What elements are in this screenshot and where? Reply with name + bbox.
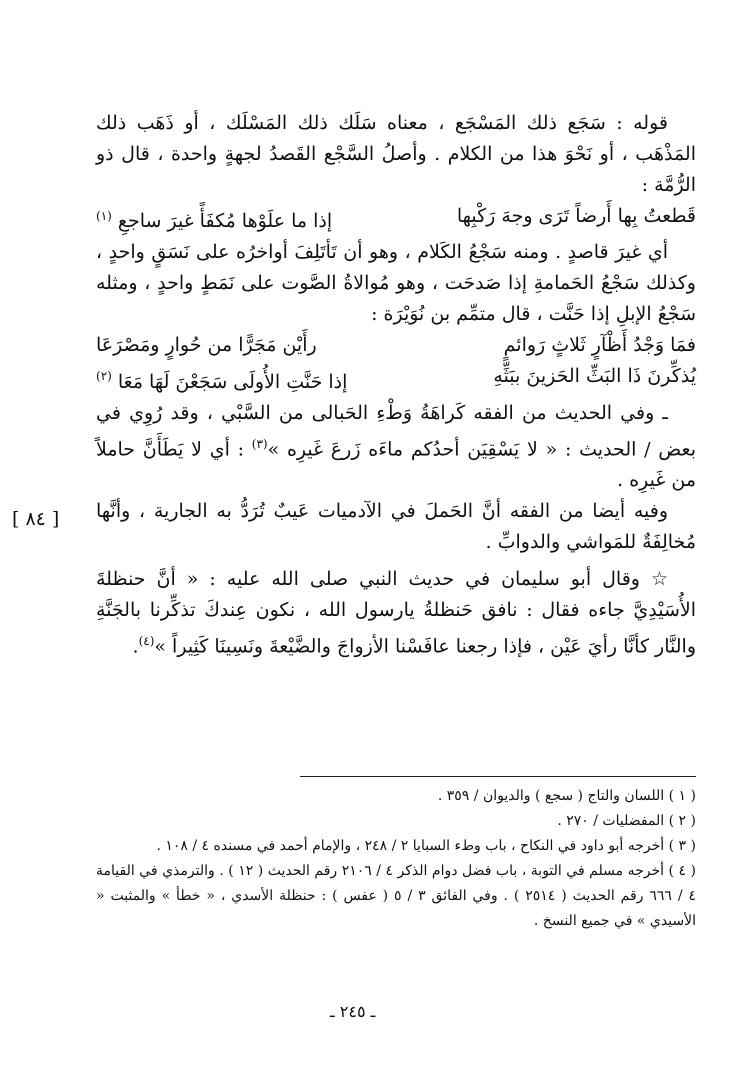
verse-2-second-half: رأَيْن مَجَرًّا من حُوارٍ ومَصْرَعَا: [96, 334, 317, 357]
page-number: ـ ٢٤٥ ـ: [330, 1002, 376, 1021]
footnote-2: ( ٢ ) المفضليات / ٢٧٠ .: [557, 813, 696, 829]
footnote-4: ( ٤ ) أخرجه مسلم في التوبة ، باب فضل دوام الذكر ٤ / ٢١٠٦ رقم الحديث ( ١٢ ) . والترمذي في القيامة ٤ / ٦٦٦ رقم الحديث ( ٢٥١٤ ) . وفي الفائق ٣ / ٥ ( عفس ) : حنظلة الأسدي ، « خطأ » والمثبت « الأسيدي » في جميع النسخ .: [96, 863, 697, 929]
paragraph-3-text-b: : أي لا يَطَأَنَّ حاملاً من غَيرِه .: [96, 437, 696, 491]
paragraph-5-text-a: ☆ وقال أبو سليمان في حديث النبي صلى الله عليه : « أنَّ حنظلةَ الأُسَيْدِيَّ جاءه فقال : نافق حَنظلةُ يارسول الله ، نكون عِندكَ تذكِّرنا بالجَنَّةِ والنَّار كأنَّا رأيَ عَيْن ، فإذا رجعنا عافَسْنا الأزواجَ والضَّيْعةَ ونَسِينَا كَثِيراً »: [96, 567, 696, 658]
verse-3-first-half: يُذكِّرنَ ذَا البَثِّ الحَزينَ ببَثِّهِ: [493, 365, 696, 388]
paragraph-5-text-b: .: [132, 635, 139, 658]
verse-3-second-half-text: إذا حَنَّتِ الأُولَى سَجَعْنَ لَهَا مَعَا: [117, 370, 348, 393]
footnote-1: ( ١ ) اللسان والتاج ( سجع ) والديوان / ٣٥٩ .: [437, 788, 696, 804]
footnotes: [96, 784, 696, 934]
footnote-ref-4: (٤): [138, 633, 155, 648]
main-text: [96, 108, 696, 662]
manuscript-folio-marker: [ ٨٤ ]: [12, 508, 60, 530]
verse-1-second-half: [96, 201, 332, 237]
paragraph-2: أي غيرَ قاصدٍ . ومنه سَجْعُ الكَلام ، وهو أن تَأتَلِفَ أواخرُه على نَسَقٍ واحدٍ ، وكذلك سَجْعُ الحَمامةِ إذا صَدحَت ، وهو مُوالاةُ الصَّوت على نَمَطٍ واحدٍ ، ومثله سَجْعُ الإبلِ إذا حَنَّت ، قال متمِّم بن نُوَيْرَة :: [96, 241, 696, 326]
paragraph-3-text-a: ـ وفي الحديث من الفقه كَراهَةُ وَطْءِ الحَبالى من السَّبْي ، وقد رُوِي في بعض / الحديث : « لا يَسْقِيَن أحدُكم ماءَه زَرعَ غَيرِه »: [96, 401, 697, 460]
paragraph-5: [96, 564, 696, 662]
paragraph-1: قوله : سَجَع ذلك المَسْجَع ، معناه سَلَك ذلك المَسْلَك ، أو ذَهَب ذلك المَذْهَب ، أو نَحْوَ هذا من الكلام . وأصلُ السَّجْع القَصدُ لجهةٍ واحدة ، قال ذو الرُّمَّة :: [96, 112, 696, 196]
footnote-ref-3: (٣): [251, 436, 268, 451]
verse-line-3: [96, 361, 696, 397]
footnote-ref-2: (٢): [96, 369, 112, 384]
paragraph-4: وفيه أيضا من الفقه أنَّ الحَملَ في الآدميات عَيبٌ تُرَدُّ به الجارية ، وأنَّها مُخالِفَةٌ للمَواشي والدوابِّ .: [96, 499, 696, 553]
footnote-separator: [300, 776, 696, 777]
verse-2-first-half: فمَا وَجْدُ أَظْآرٍ ثَلاثٍ رَوائمٍ: [503, 334, 696, 357]
verse-line-1: [96, 201, 696, 237]
verse-1-first-half: قَطعتُ بِها أَرضاً تَرَى وجهَ رَكْبِها: [456, 205, 696, 227]
footnote-3: ( ٣ ) أخرجه أبو داود في النكاح ، باب وطء السبايا ٢ / ٢٤٨ ، والإمام أحمد في مسنده ٤ / ١٠٨ .: [156, 838, 696, 854]
paragraph-3: [96, 398, 696, 496]
verse-3-second-half: [96, 361, 347, 397]
verse-1-second-half-text: إذا ما علَوْها مُكفَأً غيرَ ساجعِ: [117, 210, 333, 233]
footnote-ref-1: (١): [96, 209, 112, 223]
verse-line-2: [96, 330, 696, 361]
